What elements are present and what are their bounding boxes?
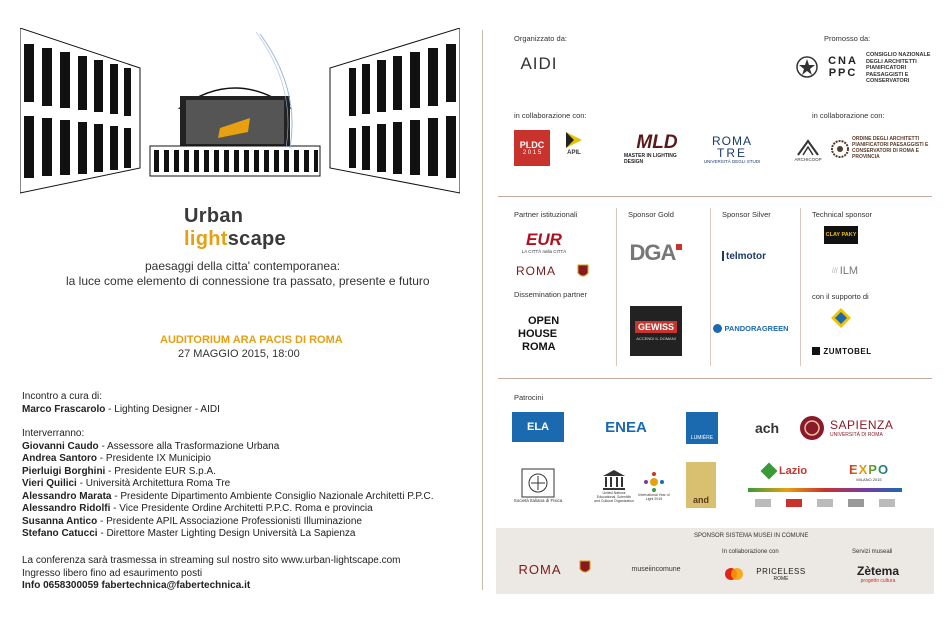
sapienza-subtitle: UNIVERSITÀ DI ROMA xyxy=(830,431,883,438)
gewiss-text: GEWISS xyxy=(635,321,677,333)
ela-logo xyxy=(512,412,564,442)
entry-note: Ingresso libero fino ad esaurimento posti xyxy=(22,567,203,579)
aidi-logo xyxy=(514,50,564,78)
sif-logo xyxy=(512,460,564,510)
small-logo-icon xyxy=(848,499,864,507)
dga-text: DGA xyxy=(629,240,676,265)
sapienza-seal-icon xyxy=(798,414,826,442)
cnappc-description: CONSIGLIO NAZIONALE DEGLI ARCHITETTI PIANIFICATORI PAESAGGISTI E CONSERVATORI xyxy=(866,52,931,84)
enea-text: ENEA xyxy=(605,418,647,436)
sif-text: Società Italiana di Fisica xyxy=(513,497,563,503)
zetema-logo xyxy=(846,562,910,586)
eur-subtitle: LA CITTÀ nella CITTÀ xyxy=(521,248,567,254)
unesco-temple-icon xyxy=(602,469,626,491)
right-building xyxy=(330,28,460,193)
speaker-role: - Presidente Dipartimento Ambiente Consiglio Nazionale Architetti P.P.C. xyxy=(111,490,434,502)
sapienza-logo xyxy=(830,414,906,442)
and-logo xyxy=(686,462,716,508)
ordine-description: ORDINE DEGLI ARCHITETTI PIANIFICATORI PAESAGGISTI E CONSERVATORI DI ROMA E PROVINCIA xyxy=(852,136,929,160)
section-separator xyxy=(498,378,932,379)
speaker-item xyxy=(22,466,434,479)
curator-role: - Lighting Designer - AIDI xyxy=(105,403,220,415)
technical-label: Technical sponsor xyxy=(812,210,873,219)
cnappc-text: CNA PPC xyxy=(828,55,858,79)
expo-text: EXPO xyxy=(848,462,890,477)
archicoop-text: ARCHICOOP xyxy=(794,156,822,162)
eur-logo xyxy=(514,226,574,258)
acea-logo-icon xyxy=(828,306,854,330)
italy-emblem-icon xyxy=(792,52,822,82)
event-title-urban: Urban xyxy=(184,205,244,227)
mld-logo xyxy=(624,130,690,168)
pldc-text: PLDC xyxy=(519,140,545,150)
roma-tre-logo xyxy=(696,130,768,168)
lumiere-logo xyxy=(686,412,718,444)
iyl-sun-icon xyxy=(643,471,665,493)
roma-shield-icon xyxy=(576,262,590,280)
eur-text: EUR xyxy=(526,229,562,249)
partner-label: Partner istituzionali xyxy=(514,210,578,219)
collab-right-label: in collaborazione con: xyxy=(812,111,885,120)
gewiss-logo xyxy=(630,306,682,356)
speaker-name: Giovanni Caudo xyxy=(22,440,99,452)
patrocini-label: Patrocini xyxy=(514,393,544,402)
curator-block xyxy=(22,391,220,416)
speaker-role: - Presidente EUR S.p.A. xyxy=(105,465,216,477)
panel-divider xyxy=(482,30,483,590)
mld-subtitle: MASTER IN LIGHTING DESIGN xyxy=(624,153,677,165)
sponsors-panel xyxy=(496,0,936,624)
ordine-emblem-icon xyxy=(830,136,850,162)
roma-tre-subtitle: UNIVERSITÀ DEGLI STUDI xyxy=(703,158,761,164)
priceless-subtitle: ROME xyxy=(773,575,789,582)
lazio-mark-icon xyxy=(760,463,777,480)
speaker-item xyxy=(22,516,434,529)
museiincomune-logo xyxy=(624,560,688,578)
event-title-lightscape xyxy=(184,228,286,251)
organized-label: Organizzato da: xyxy=(514,34,567,43)
expo-color-strip xyxy=(748,488,902,492)
telmotor-text: telmotor xyxy=(726,250,766,262)
speaker-role: - Presidente APIL Associazione Professionisti Illuminazione xyxy=(97,515,362,527)
servizi-museali-label: Servizi museali xyxy=(852,549,893,555)
roma-tre-top: ROMA xyxy=(712,133,752,148)
mld-text: MLD xyxy=(636,132,678,153)
unesco-logo xyxy=(594,462,634,510)
ilm-lines-icon: /// xyxy=(831,267,838,275)
small-logo-icon xyxy=(786,499,802,507)
speaker-item xyxy=(22,478,434,491)
small-logo-icon xyxy=(817,499,833,507)
expo-logo xyxy=(842,458,896,486)
promoted-label: Promosso da: xyxy=(824,34,871,43)
pldc-year: 2 0 1 5 xyxy=(522,150,542,156)
enea-logo xyxy=(596,412,656,442)
collab-left-label: in collaborazione con: xyxy=(514,111,587,120)
title-light-part: light xyxy=(184,228,228,250)
open-house-line1: OPEN xyxy=(528,314,560,327)
event-date: 27 MAGGIO 2015, 18:00 xyxy=(178,348,300,360)
speaker-role: - Direttore Master Lighting Design Università La Sapienza xyxy=(97,528,356,539)
sif-mark-icon xyxy=(521,468,555,498)
small-logos-row xyxy=(748,496,902,510)
small-logo-icon xyxy=(879,499,895,507)
unesco-text: United Nations Educational, Scientific and Cultural Organization xyxy=(594,491,634,503)
apil-mark-icon xyxy=(564,130,584,150)
apil-logo xyxy=(554,130,594,166)
lazio-text: Lazio xyxy=(778,465,808,477)
dga-accent-icon xyxy=(676,244,682,250)
speaker-item xyxy=(22,491,434,504)
dissemination-label: Dissemination partner xyxy=(514,290,587,299)
zetema-text: Zètema xyxy=(856,564,900,578)
apil-text: APIL xyxy=(567,150,581,156)
section-separator xyxy=(498,196,932,197)
aidi-text: AIDI xyxy=(520,54,558,73)
lumiere-text: LUMIÈRE xyxy=(690,435,714,441)
roma-footer-shield-icon xyxy=(578,558,592,576)
open-house-line2: HOUSE xyxy=(518,327,558,340)
roma-footer-text: ROMA xyxy=(518,561,562,577)
priceless-logo xyxy=(750,564,812,584)
column-divider xyxy=(616,208,617,366)
ach-logo xyxy=(744,412,790,444)
column-divider xyxy=(800,208,801,366)
zumtobel-text: ZUMTOBEL xyxy=(823,346,872,356)
speaker-name: Andrea Santoro xyxy=(22,453,98,464)
roma-footer-logo xyxy=(512,558,568,580)
expo-subtitle: MILANO 2015 xyxy=(856,477,882,482)
support-label: con il supporto di xyxy=(812,292,869,301)
ilm-text: ILM xyxy=(839,265,859,277)
central-building xyxy=(150,32,320,176)
small-logo-icon xyxy=(755,499,771,507)
pandoragreen-logo xyxy=(712,320,790,336)
speaker-item xyxy=(22,528,434,541)
gewiss-subtitle: ACCENDI IL DOMANI xyxy=(636,336,676,341)
curator-heading: Incontro a cura di: xyxy=(22,391,103,402)
zetema-subtitle: progetto cultura xyxy=(860,578,896,584)
event-venue: AUDITORIUM ARA PACIS DI ROMA xyxy=(160,334,343,346)
footer-info xyxy=(22,555,401,593)
speakers-block xyxy=(22,428,434,541)
architecture-illustration xyxy=(20,28,460,198)
dga-logo xyxy=(628,238,684,268)
telmotor-bar-icon xyxy=(722,251,724,261)
gold-label: Sponsor Gold xyxy=(628,210,674,219)
speaker-item xyxy=(22,441,434,454)
speaker-name: Susanna Antico xyxy=(22,515,98,527)
speaker-name: Vieri Quilici xyxy=(22,478,77,489)
pandora-dot-icon xyxy=(713,324,722,333)
column-divider xyxy=(710,208,711,366)
musei-sponsor-label: SPONSOR SISTEMA MUSEI IN COMUNE xyxy=(694,533,809,539)
roma-capitale-text: ROMA xyxy=(516,264,556,278)
mastercard-icon xyxy=(722,566,746,582)
archicoop-logo xyxy=(790,134,826,166)
sapienza-text: SAPIENZA xyxy=(830,417,894,432)
silver-label: Sponsor Silver xyxy=(722,210,771,219)
speaker-item xyxy=(22,503,434,516)
event-subtitle-line2: la luce come elemento di connessione tra passato, presente e futuro xyxy=(66,274,430,288)
ilm-logo xyxy=(822,262,868,280)
left-building xyxy=(20,28,140,193)
curator-name: Marco Frascarolo xyxy=(22,403,106,415)
priceless-text: PRICELESS xyxy=(756,566,806,576)
streaming-note: La conferenza sarà trasmessa in streaming sul nostro sito www.urban-lightscape.com xyxy=(22,555,401,566)
speakers-heading: Interverranno: xyxy=(22,428,85,439)
collab-with-label: In collaborazione con xyxy=(722,549,779,555)
speaker-role: - Vice Presidente Ordine Architetti P.P.C. Roma e provincia xyxy=(110,503,373,514)
speaker-name: Alessandro Marata xyxy=(22,490,112,502)
iyl-logo xyxy=(636,462,672,510)
curator-line xyxy=(22,404,220,417)
archicoop-mark-icon xyxy=(796,139,820,157)
roma-capitale-logo xyxy=(510,262,562,280)
speaker-item xyxy=(22,453,434,466)
speaker-name: Pierluigi Borghini xyxy=(22,465,106,477)
zumtobel-mark-icon xyxy=(812,347,820,355)
speaker-name: Stefano Catucci xyxy=(22,528,98,539)
museiincomune-text: museiincomune xyxy=(631,565,681,573)
pldc-logo xyxy=(514,130,550,166)
and-text: and xyxy=(692,495,709,505)
open-house-roma-logo xyxy=(518,312,578,356)
title-scape-part: scape xyxy=(227,228,286,250)
cnappc-logo xyxy=(824,52,862,82)
lazio-logo xyxy=(752,460,818,482)
zumtobel-logo xyxy=(812,344,872,358)
open-house-line3: ROMA xyxy=(522,340,556,353)
iyl-text: International Year of Light 2015 xyxy=(638,493,670,501)
roma-tre-bottom: TRE xyxy=(717,145,747,160)
clay-paky-text: CLAY PAKY xyxy=(825,232,857,238)
speaker-role: - Università Architettura Roma Tre xyxy=(76,478,231,489)
telmotor-logo xyxy=(722,248,782,264)
speaker-role: - Presidente IX Municipio xyxy=(97,453,211,464)
speaker-name: Alessandro Ridolfi xyxy=(22,503,111,514)
ach-text: ach xyxy=(754,420,780,436)
ela-text: ELA xyxy=(527,421,549,433)
contact-info: Info 0658300059 fabertechnica@fabertechnica.it xyxy=(22,580,251,591)
pandoragreen-text: PANDORAGREEN xyxy=(724,323,789,333)
speaker-role: - Assessore alla Trasformazione Urbana xyxy=(98,440,280,452)
event-subtitle-line1: paesaggi della citta' contemporanea: xyxy=(145,259,341,273)
clay-paky-logo xyxy=(824,226,858,244)
